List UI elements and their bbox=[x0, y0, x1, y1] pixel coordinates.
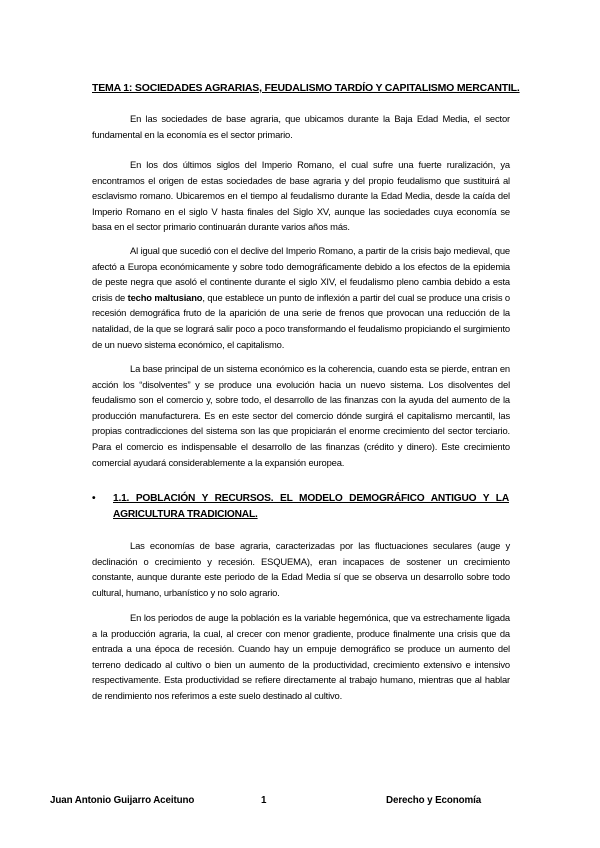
paragraph-1: En las sociedades de base agraria, que ubicamos durante la Baja Edad Media, el sector fundamental en la economía es el sector primario. bbox=[92, 113, 510, 140]
paragraph-6: En los periodos de auge la población es la variable hegemónica, que va estrechamente ligada a la producción agraria, la cual, al crecer con menor gradiente, produce finalmente una crisis que da entrada a una época de recesión. Cuando hay un empuje demográfico se produce un aumento del terreno dedicado al cultivo o bien un aumento de la productividad, crecimiento extensivo e intensivo respectivamente. Esta productividad se refiere directamente al trabajo humano, mientras que al hablar de rendimiento nos referimos a este suelo destinado al cultivo. bbox=[92, 612, 510, 701]
paragraph-3-text-after: , que establece un punto de inflexión a partir del cual se produce una crisis o recesión demográfica fruto de la aparición de una serie de frenos que provocan una reducción de la natalidad, de la que se logrará salir poco a poco transformando el feudalismo propiciando el surgimiento de un nuevo sistema económico, el capitalismo. bbox=[92, 291, 510, 350]
paragraph-3 bbox=[92, 243, 510, 352]
bullet-icon: • bbox=[92, 493, 96, 504]
footer-subject: Derecho y Economía bbox=[386, 795, 482, 806]
paragraph-5: Las economías de base agraria, caracterizadas por las fluctuaciones seculares (auge y declinación o crecimiento y recesión. ESQUEMA), eran incapaces de sostener un crecimiento constante, aunque durante este periodo de la Edad Media sí que se observa un desarrollo sobre todo cultural, humano, urbanístico y no solo agrario. bbox=[92, 540, 510, 598]
section-heading-text: 1.1. POBLACIÓN Y RECURSOS. EL MODELO DEMOGRÁFICO ANTIGUO Y LA AGRICULTURA TRADICIONAL. bbox=[113, 493, 509, 520]
paragraph-2: En los dos últimos siglos del Imperio Romano, el cual sufre una fuerte ruralización, ya encontramos el origen de estas sociedades de base agraria y del propio feudalismo que sustituirá al esclavismo romano. Ubicaremos en el tiempo al feudalismo durante la Edad Media, desde la caída del Imperio Romano en el siglo V hasta finales del Siglo XV, aunque las sociedades cuya economía se basa en el sector primario continuarán durante varios años más. bbox=[92, 159, 510, 233]
footer-author: Juan Antonio Guijarro Aceituno bbox=[50, 795, 195, 806]
emphasis-techo-maltusiano: techo maltusiano bbox=[127, 291, 203, 303]
document-title: TEMA 1: SOCIEDADES AGRARIAS, FEUDALISMO TARDÍO Y CAPITALISMO MERCANTIL. bbox=[92, 82, 520, 94]
footer-page-number: 1 bbox=[261, 795, 267, 806]
paragraph-3-text-before: Al igual que sucedió con el declive del Imperio Romano, a partir de la crisis bajo medieval, que afectó a Europa económicamente y sobre todo demográficamente debido a los efectos de la epidemia de peste negra que asoló el continente durante el siglo XIV, el feudalismo pleno cambia debido a esta crisis de bbox=[92, 245, 510, 303]
paragraph-4: La base principal de un sistema económico es la coherencia, cuando esta se pierde, entran en acción los “disolventes” y se produce una evolución hacia un nuevo sistema. Los disolventes del feudalismo son el comercio y, sobre todo, el desarrollo de las finanzas con la ayuda del aumento de la producción manufacturera. Es en este sector del comercio dónde surgirá el capitalismo mercantil, las propias contradicciones del sistema son las que propiciarán el enorme crecimiento del sector terciario. Para el comercio es indispensable el desarrollo de las finanzas (crédito y dinero). Este crecimiento comercial ayudará considerablemente a la expansión europea. bbox=[92, 363, 510, 468]
